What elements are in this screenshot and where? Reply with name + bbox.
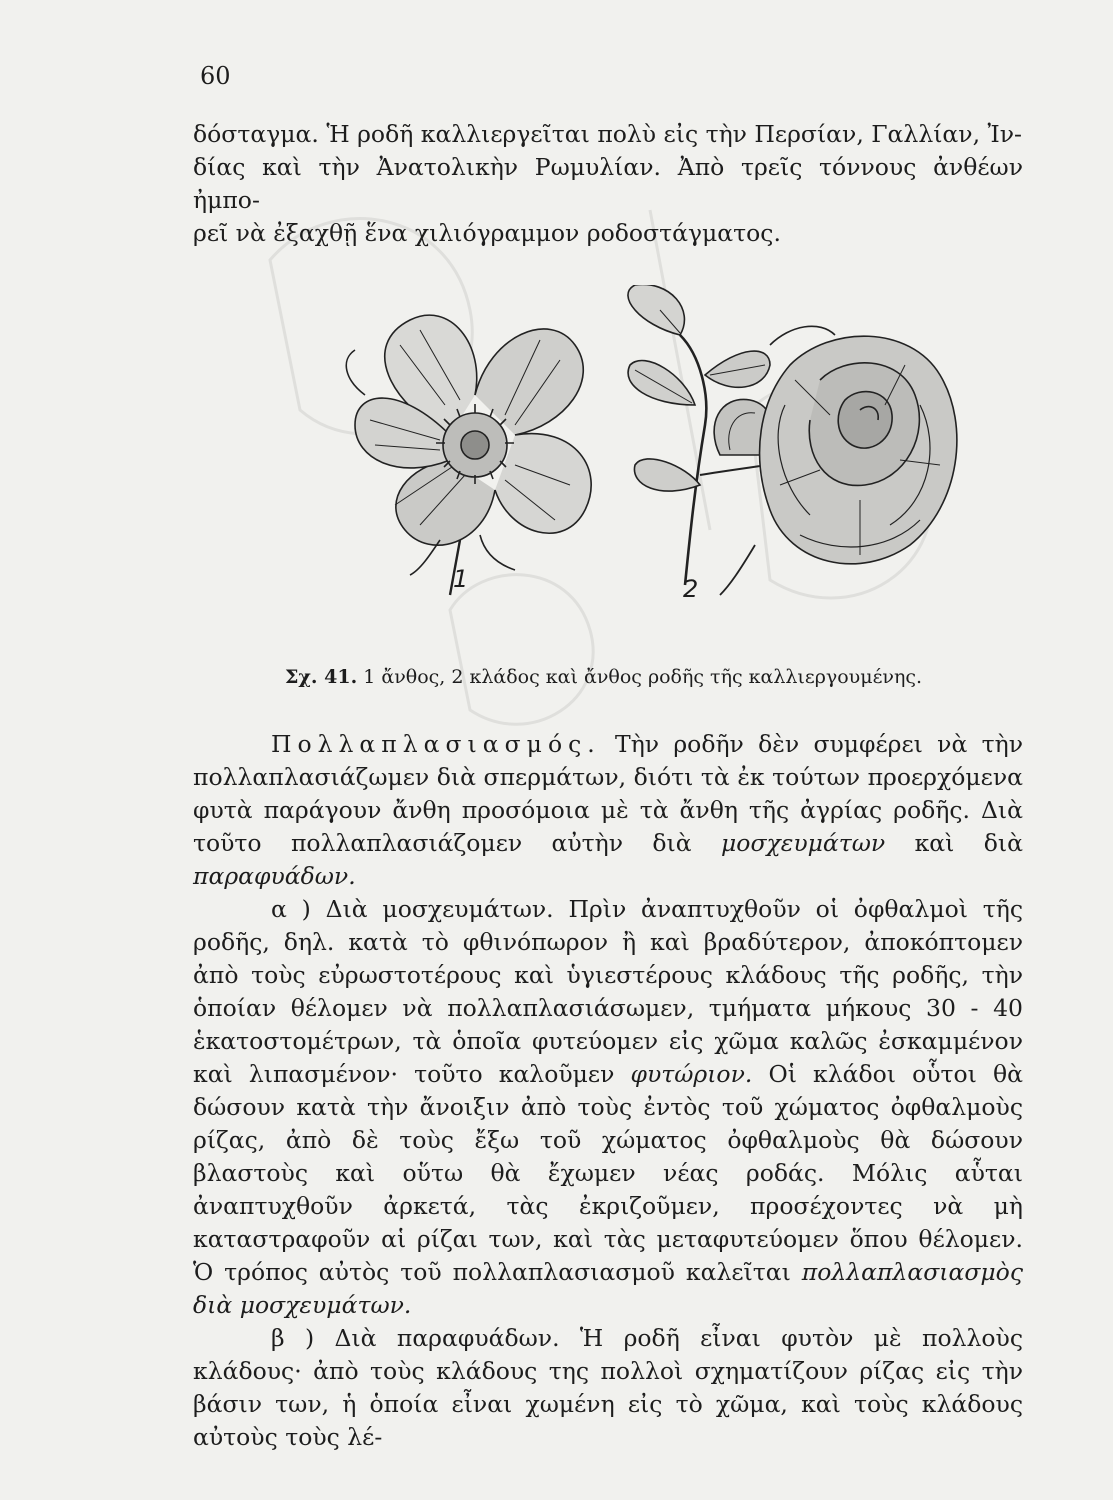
cuttings-em-1: φυτώριον. bbox=[630, 1060, 753, 1088]
propagation-heading: Πολλαπλασιασμός. bbox=[271, 730, 601, 758]
intro-line-2: δίας καὶ τὴν Ἀνατολικὴν Ρωμυλίαν. Ἀπὸ τρεῖς τόννους ἀνθέων ἠμπο- bbox=[193, 153, 1023, 214]
figure-label-2: 2 bbox=[683, 575, 699, 603]
cuttings-text: Πρὶν ἀναπτυχθοῦν οἱ ὀφθαλμοὶ τῆς ροδῆς, δηλ. κατὰ τὸ φθινόπωρον ἢ καὶ βραδύτερον, ἀποκόπτομεν ἀπὸ τοὺς εὐρωστοτέρους καὶ ὑγιεστέρους κλάδους τῆς ροδῆς, τὴν ὁποίαν θέλομεν νὰ πολλαπλασιάσωμεν, τμήματα μήκους 30 - 40 ἑκατοστομέτρων, τὰ ὁποῖα φυτεύομεν εἰς χῶμα καλῶς ἐσκαμμένον καὶ λιπασμένον· τοῦτο καλοῦμεν bbox=[193, 895, 1023, 1088]
wild-rose-flower-illustration bbox=[346, 315, 591, 595]
figure-caption bbox=[285, 666, 922, 688]
figure-caption-prefix: Σχ. 41. bbox=[285, 666, 358, 688]
cuttings-em-2: πολλαπλασιασμὸς διὰ μοσχευμάτων. bbox=[193, 1258, 1023, 1319]
propagation-paragraph bbox=[193, 728, 1023, 893]
propagation-intro: Τὴν ροδῆν δὲν συμφέρει νὰ τὴν πολλαπλασιάζωμεν διὰ σπερμάτων, διότι τὰ ἐκ τούτων προερχόμενα φυτὰ παράγουν ἄνθη προσόμοια μὲ τὰ ἄνθη τῆς ἀγρίας ροδῆς. Διὰ τοῦτο πολλαπλασιάζομεν αὐτὴν διὰ bbox=[193, 730, 1023, 857]
propagation-intro-and: καὶ διὰ bbox=[914, 829, 1023, 857]
cultivated-rose-branch-illustration bbox=[628, 285, 957, 595]
figure-label-1: 1 bbox=[453, 565, 469, 593]
propagation-intro-em-2: παραφυάδων. bbox=[193, 862, 356, 890]
rose-illustration bbox=[300, 285, 980, 615]
intro-line-1: δόσταγμα. Ἡ ροδῆ καλλιεργεῖται πολὺ εἰς τὴν Περσίαν, Γαλλίαν, Ἰν- bbox=[193, 120, 1022, 148]
suckers-text: Ἡ ροδῆ εἶναι φυτὸν μὲ πολλοὺς κλάδους· ἀπὸ τοὺς κλάδους της πολλοὶ σχηματίζουν ρίζας εἰς τὴν βάσιν των, ἡ ὁποία εἶναι χωμένη εἰς τὸ χῶμα, καὶ τοὺς κλάδους αὐτοὺς τοὺς λέ- bbox=[193, 1324, 1023, 1451]
cuttings-paragraph bbox=[193, 893, 1023, 1322]
intro-paragraph bbox=[193, 118, 1023, 250]
cuttings-text-2: Οἱ κλάδοι οὗτοι θὰ δώσουν κατὰ τὴν ἄνοιξιν ἀπὸ τοὺς ἐντὸς τοῦ χώματος ὀφθαλμοὺς ρίζας, ἀπὸ δὲ τοὺς ἔξω τοῦ χώματος ὀφθαλμοὺς θὰ δώσουν βλαστοὺς καὶ οὕτω θὰ ἔχωμεν νέας ροδάς. Μόλις αὗται ἀναπτυχθοῦν ἀρκετά, τὰς ἐκριζοῦμεν, προσέχοντες νὰ μὴ καταστραφοῦν αἱ ρίζαι των, καὶ τὰς μεταφυτεύομεν ὅπου θέλομεν. Ὁ τρόπος αὐτὸς τοῦ πολλαπλασιασμοῦ καλεῖται bbox=[193, 1060, 1023, 1286]
figure-caption-text: 1 ἄνθος, 2 κλάδος καὶ ἄνθος ροδῆς τῆς καλλιεργουμένης. bbox=[363, 666, 923, 688]
propagation-intro-em-1: μοσχευμάτων bbox=[721, 829, 886, 857]
suckers-paragraph bbox=[193, 1322, 1023, 1454]
page-number: 60 bbox=[200, 62, 231, 90]
propagation-section bbox=[193, 728, 1023, 1454]
rose-figure bbox=[300, 285, 980, 615]
intro-line-3: ρεῖ νὰ ἐξαχθῇ ἕνα χιλιόγραμμον ροδοστάγματος. bbox=[193, 219, 781, 247]
suckers-heading: β ) Διὰ παραφυάδων. bbox=[271, 1324, 560, 1352]
cuttings-heading: α ) Διὰ μοσχευμάτων. bbox=[271, 895, 554, 923]
